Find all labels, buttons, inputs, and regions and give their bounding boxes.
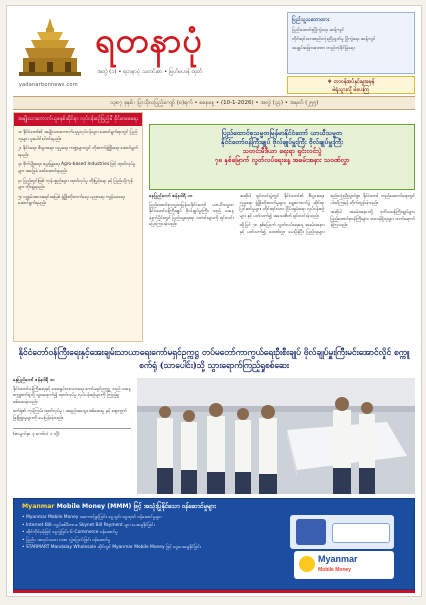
main-story-byline: နေပြည်တော် ဇန်နဝါရီ ၁၀ xyxy=(149,194,193,199)
pagoda-emblem-icon xyxy=(17,16,83,78)
dateline-bar: ၁၃၈၇ ခုနှစ် ၊ ပြာသိုလပြည့်ကျော် (၈)ရက် • စနေနေ့ • (10-1-2026) • အတွဲ (၃၄) • အမှတ် (၂၅၅) xyxy=(13,96,415,110)
mobile-money-advertisement[interactable] xyxy=(13,498,415,590)
objective-item: တိုင်းရင်းသားစည်းလုံးညီညွတ်မှု ပြိုကွဲရေး ဆန့်ကျင် xyxy=(292,37,376,42)
lower-story-byline: နေပြည်တော် ဇန်နဝါရီ ၁၀ xyxy=(13,378,55,383)
masthead-subline: အတွဲ (၁) • ရတနာပုံ သတင်းစာ • ဗြဟ်ဗဟန် ထုတ် xyxy=(97,69,203,75)
newspaper-front-page xyxy=(6,5,422,597)
main-headline-box[interactable] xyxy=(149,124,415,190)
headline-line: နိုင်ငံတော်ဝန်ကြီးချုပ် ဗိုလ်ချုပ်မှူးကြီး ဗိုလ်ချုပ်မှူးကြီး xyxy=(220,138,343,146)
ad-service-item: • STARMART Mandalay Wholesale ဆိုင်တွင် Myanmar Mobile Money ဖြင့် ငွေပေးချေနိုင်ခြင်း xyxy=(22,545,201,551)
ad-title xyxy=(22,503,402,512)
headline-line: ၇၈ နှစ်မြောက် လွတ်လပ်ရေးနေ့ အခမ်းအနား သဝဏ်လွှာ xyxy=(214,156,350,164)
ad-service-item: • ဆိုင်ကိုင်ဖုန်းဖြင့် ငွေလွှဲခြင်း၊ E-Commerce ဝန်ဆောင်မှု xyxy=(22,530,118,536)
headline-line: သတင်းမီဒီယာ ရေးရာ ရှင်းလင်းပွဲ xyxy=(242,147,322,155)
ad-service-list xyxy=(22,515,272,553)
card-icon xyxy=(332,523,390,543)
lower-story-headline[interactable]: နိုင်ငံတော်ဝန်ကြီးရေးနှင့်အေးချမ်းသာယာရေးကော်မရှင်ဥက္ကဋ္ဌ တပ်မတော်ကာကွယ်ရေးဦးစီးချုပ် ဗိုလ်ချုပ်မှူးကြီးမင်းအောင်လှိုင် စက္ကူစက်ရုံ (သာပေါင်း)သို့ သွားရောက်ကြည့်ရှုစစ်ဆေး xyxy=(18,347,410,370)
slogan-line: ❖ တာဝန်အပ်နှင်းမှုအမှန် xyxy=(327,79,375,85)
ad-service-item: • ပြည်ပ အလုပ်သမား လစာ လွှဲပြောင်းခြင်း ဝန်ဆောင်မှု xyxy=(22,537,111,543)
lower-story-body xyxy=(13,378,131,494)
objective-item: ပြည်ထောင်စုပြိုကွဲရေး ဆန့်ကျင် xyxy=(292,28,345,33)
main-story-paragraph: ထို့ပြင် ၇၈ နှစ်မြောက် လွတ်လပ်ရေးနေ့ အခမ်းအနားနှင့် ပတ်သက်၍ သဝဏ်လွှာ ပေးပို့ခဲ့ပြီး ပြည်သူများ စည်းလုံးညီညွတ်စွာ နိုင်ငံတော် တည်ဆောက်ရေးတွင် ပါဝင်ကြရန် တိုက်တွန်းခဲ့သည်။ xyxy=(239,194,415,235)
slogan-line: မဲရုံသွားလို့ မဲပေးကြ xyxy=(332,87,370,93)
ad-service-item: • Myanmar Mobile Money အကောင့်ဖွင့်ခြင်း၊ ငွေသွင်း ငွေထုတ် ဝန်ဆောင်မှုများ xyxy=(22,515,162,520)
logo-subtext: Mobile Money xyxy=(318,567,352,573)
left-column-paragraph: ၅။ လူ့စွမ်းအားအရင်းအမြစ် ဖွံ့ဖြိုးတိုးတက်ရေး ပညာရေး ကျန်းမာရေး ဆောင်ရွက်ရမည်။ xyxy=(18,194,125,207)
left-column-box xyxy=(13,112,143,342)
left-column-paragraph: ၄။ ပြည်တွင်းဖြစ် ကုန်ပစ္စည်းများ ထုတ်လုပ်မှု တိုးမြှင့်ရေး နှင့် ပြည်ပပို့ကုန် များ တိုးချဲ့ရမည်။ xyxy=(18,178,133,191)
objectives-box xyxy=(287,12,415,74)
lower-story-paragraph: နိုင်ငံတော်ဝန်ကြီးရေးနှင့် အေးချမ်းသာယာရေး ကော်မရှင်ဥက္ကဋ္ဌ သည် ယနေ့ စက္ကူစက်ရုံသို့ သွားရောက်၍ ထုတ်လုပ်မှု လုပ်ငန်းစဉ်များကို ကြည့်ရှု စစ်ဆေးခဲ့သည်။ xyxy=(13,386,131,405)
footer-rule xyxy=(13,590,415,593)
objective-item: အချုပ်အခြာအာဏာ တည်တံ့ခိုင်မြဲရေး xyxy=(292,46,355,51)
logo-text: Myanmar xyxy=(318,554,358,564)
masthead xyxy=(13,12,283,94)
phone-icon xyxy=(296,519,326,545)
phone-illustration xyxy=(290,515,394,549)
main-story-paragraph: အဆိုပါ ရှင်းလင်းပွဲတွင် နိုင်ငံတော်၏ စီးပွားရေး၊ လူမှုရေး ဖွံ့ဖြိုးတိုးတက်မှုများ၊ ရွေးကောက်ပွဲ ဆိုင်ရာ ပြင်ဆင်မှုများ၊ တိုင်းရင်းသား ငြိမ်းချမ်းရေး လုပ်ငန်းစဉ်များ နှင့် ပတ်သက်၍ အသေးစိတ် ရှင်းလင်းခဲ့သည်။ xyxy=(239,194,325,219)
newspaper-title: ရတနာပုံ xyxy=(95,21,203,61)
left-column-body xyxy=(14,126,142,215)
ad-brand-suffix: (MMM) xyxy=(107,503,132,510)
factory-inspection-photo xyxy=(137,378,415,494)
ad-brand: Myanmar xyxy=(22,503,55,510)
left-column-heading: အမျိုးသားကောက်ယူစနစ်ဆိုင်ရာ လုပ်ငန်းစဉ်ပြည့်မီ ခိုင်မာစေရေး xyxy=(14,113,142,126)
ad-tagline: ဖြင့် အသုံးပြုနိုင်သော ဝန်ဆောင်မှုများ xyxy=(133,503,216,510)
main-story-paragraph: ပြည်ထောင်စုသမ္မတမြန်မာနိုင်ငံတော် ယာယီသမ္မတ နိုင်ငံတော်ဝန်ကြီးချုပ် ဗိုလ်ချုပ်မှူးကြီး သည် ယနေ့ နံနက်ပိုင်းတွင် ပြည်သူ့ရေးရာ သတင်းများကို ရှင်းလင်းပြောကြားခဲ့သည်။ xyxy=(149,202,234,227)
slogan-box xyxy=(287,76,415,94)
left-column-paragraph: ၁။ နိုင်ငံတော်၏ အမျိုးသားကောက်ယူမှုလုပ်ငန်းများ ဆောင်ရွက်ရာတွင် ပြည်သူများ ပူးပေါင်းပါဝင်ရမည်။ xyxy=(18,130,138,142)
logo-mark-icon xyxy=(299,556,315,572)
continued-note: (စာမျက်နှာ ၃ ကော်လံ ၁ သို့) xyxy=(13,428,131,439)
main-story-body xyxy=(149,194,415,342)
lower-story-paragraph: စက်ရုံ၏ ကုန်ကြမ်း ထုတ်လုပ်မှု ၊ အရည်အသွေး စစ်ဆေးမှု နှင့် ဈေးကွက် ဖြန့်ဖြူးမှုများကို မေးမြန်းခဲ့သည်။ xyxy=(13,409,127,421)
website-url: yadanarbonnews.com xyxy=(19,82,78,88)
mobile-money-logo xyxy=(294,551,394,579)
left-column-paragraph: ၂။ နိုင်ငံရေး၊ စီးပွားရေး၊ လူမှုရေး ကဏ္ဍများတွင် တိုးတက်ဖွံ့ဖြိုးရေး ဆောင်ရွက်ရမည်။ xyxy=(18,146,139,158)
headline-line: ပြည်ထောင်စုသမ္မတမြန်မာနိုင်ငံတော် ယာယီသမ္မတ xyxy=(221,129,343,137)
objectives-heading: ပြည်သူ့သဘောထား xyxy=(292,17,330,23)
ad-service-item: • Internet Bill၊ လျှပ်စစ်မီတာခ၊ Skynet Bill Payment များ ပေးချေနိုင်ခြင်း xyxy=(22,522,155,528)
left-column-paragraph: ၃။ စိုက်ပျိုးရေး၊ မွေးမြူရေး Agro-based Industries ဖြင့် ထုတ်လုပ်မှုများ အခြေခံ ဖော်ဆောင်ရမည်။ xyxy=(18,162,136,174)
ad-brand: Mobile Money xyxy=(56,503,106,510)
main-story-paragraph: အဆိုပါ အခမ်းအနားသို့ ဒုတိယဝန်ကြီးချုပ်များ၊ ပြည်ထောင်စုဝန်ကြီးများ၊ တာဝန်ရှိသူများ တက်ရောက်ခဲ့ကြသည်။ xyxy=(330,210,415,228)
